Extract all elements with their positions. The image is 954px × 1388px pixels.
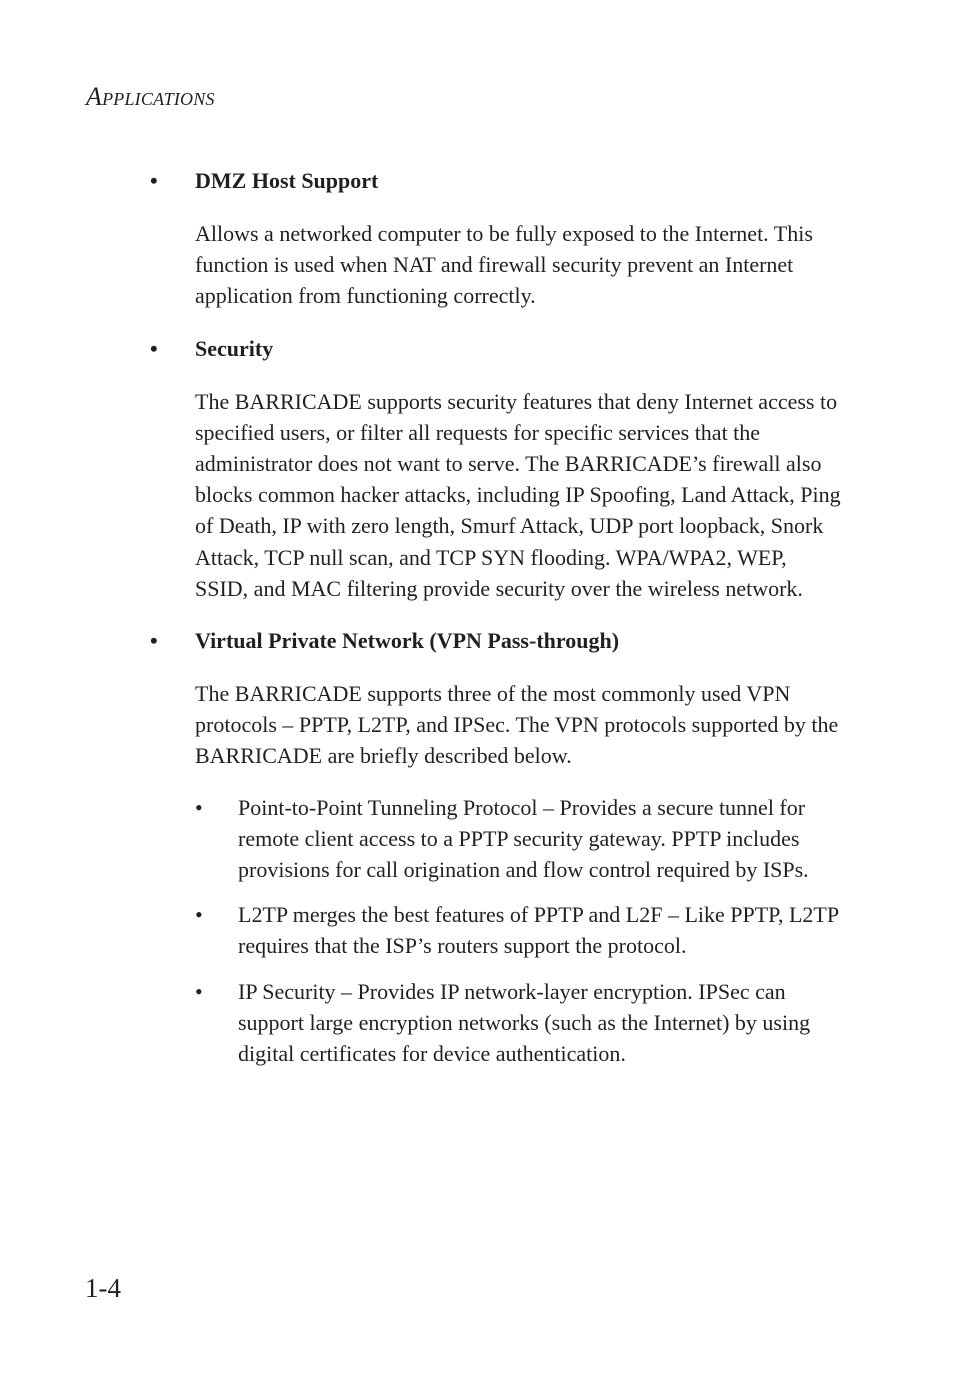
running-head: Applications — [86, 82, 215, 111]
bullet-icon: • — [150, 168, 158, 193]
list-item-text: Point-to-Point Tunneling Protocol – Provides a secure tunnel for remote client access to a PPTP security gateway. PPTP includes provisions for call origination and flow control required by ISPs. — [238, 794, 809, 883]
page-number: 1-4 — [85, 1273, 121, 1303]
list-item-l2tp — [195, 899, 848, 961]
section-paragraph-dmz-host-support: Allows a networked computer to be fully exposed to the Internet. This function is used when NAT and firewall security prevent an Internet application from functioning correctly. — [195, 221, 813, 309]
bullet-icon: • — [150, 335, 158, 361]
list-item-text: IP Security – Provides IP network-layer encryption. IPSec can support large encryption networks (such as the Internet) by using digital certificates for device authentication. — [238, 978, 811, 1067]
list-item-ipsec — [195, 976, 848, 1070]
bullet-icon: • — [150, 628, 158, 654]
section-heading-vpn-pass-through — [150, 625, 850, 657]
list-item-text: L2TP merges the best features of PPTP and L2F – Like PPTP, L2TP requires that the ISP’s routers support the protocol. — [238, 902, 839, 959]
bullet-icon: • — [195, 978, 203, 1004]
bullet-icon: • — [195, 794, 203, 820]
section-heading-label: Security — [195, 335, 274, 361]
section-heading-dmz-host-support — [150, 165, 850, 197]
section-paragraph-security: The BARRICADE supports security features that deny Internet access to specified users, or filter all requests for specific services that the administrator does not want to serve. The BARRICADE’s firewall also blocks common hacker attacks, including IP Spoofing, Land Attack, Ping of Death, IP with zero length, Smurf Attack, UDP port loopback, Snork Attack, TCP null scan, and TCP SYN flooding. WPA/WPA2, WEP, SSID, and MAC filtering provide security over the wireless network. — [195, 388, 841, 601]
list-item-pptp — [195, 792, 848, 886]
section-heading-label: DMZ Host Support — [195, 168, 379, 193]
bullet-icon: • — [195, 902, 203, 928]
page-content — [150, 165, 850, 1083]
section-heading-label: Virtual Private Network (VPN Pass-through) — [195, 628, 620, 654]
section-heading-security — [150, 333, 850, 365]
section-paragraph-vpn-pass-through: The BARRICADE supports three of the most commonly used VPN protocols – PPTP, L2TP, and IPSec. The VPN protocols supported by the BARRICADE are briefly described below. — [195, 681, 839, 769]
vpn-protocol-list — [195, 792, 850, 1070]
